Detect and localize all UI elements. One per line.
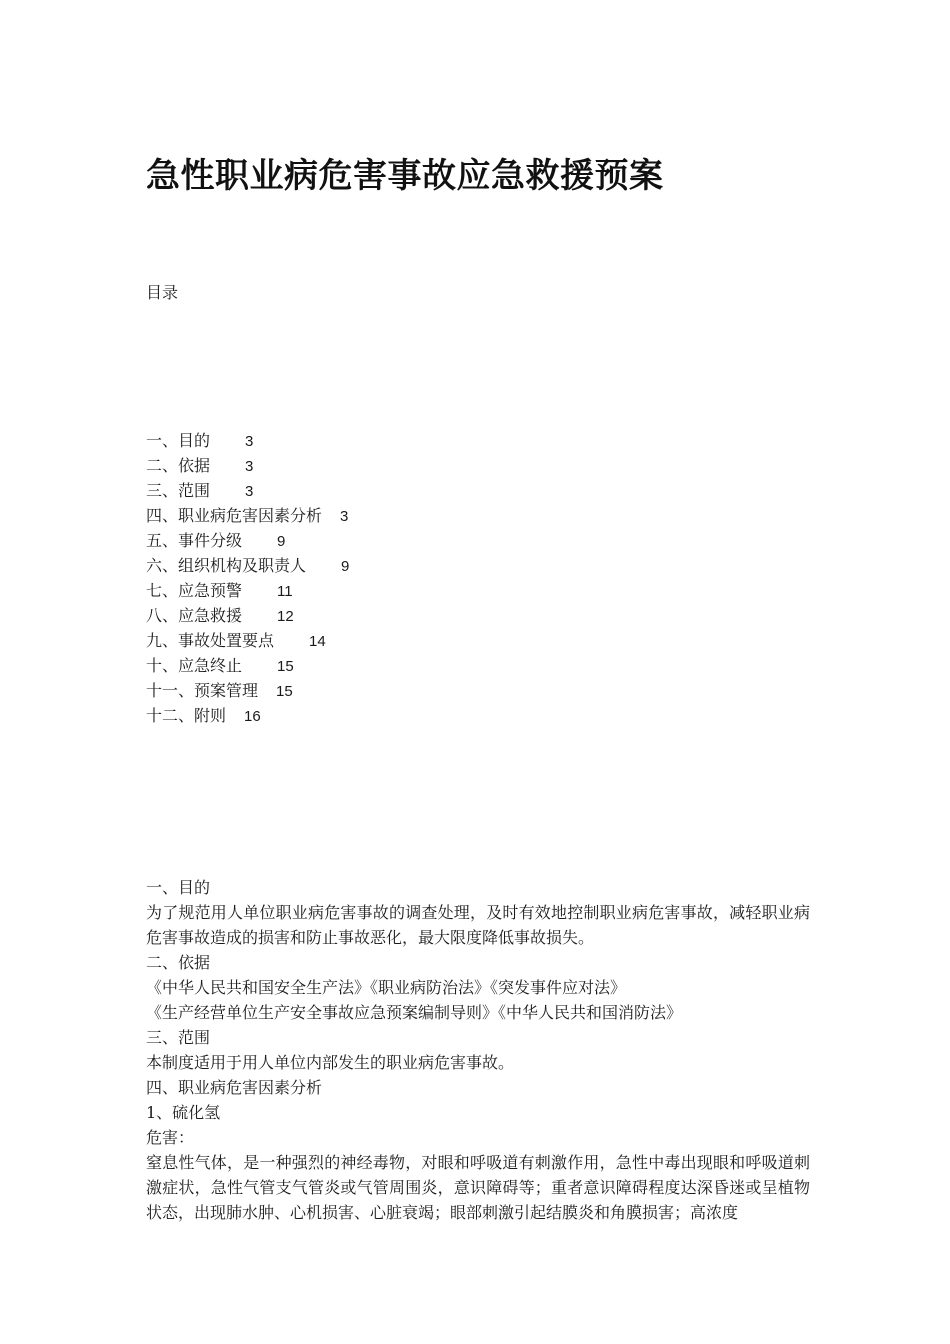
section-heading-analysis: 四、职业病危害因素分析: [146, 1078, 323, 1097]
section-heading-basis: 二、依据: [146, 953, 211, 972]
toc-entry-page: 3: [245, 483, 254, 500]
toc-entry-page: 16: [244, 708, 261, 725]
toc-entry[interactable]: [146, 678, 349, 703]
section-heading-purpose: 一、目的: [146, 878, 211, 897]
toc-entry-label: 十一、预案管理: [146, 681, 259, 700]
toc-entry[interactable]: [146, 578, 349, 603]
toc-entry[interactable]: [146, 478, 349, 503]
toc-entry-page: 3: [245, 433, 254, 450]
toc-entry[interactable]: [146, 628, 349, 653]
toc-entry-page: 15: [276, 683, 293, 700]
toc-entry-label: 九、事故处置要点: [146, 631, 275, 650]
toc-entry-label: 四、职业病危害因素分析: [146, 506, 323, 525]
toc-entry-page: 9: [277, 533, 286, 550]
toc-entry[interactable]: [146, 603, 349, 628]
toc-heading: 目录: [146, 283, 179, 302]
table-of-contents: [146, 428, 349, 728]
toc-entry[interactable]: [146, 703, 349, 728]
hazard-label: 危害：: [146, 1128, 195, 1147]
basis-laws-line-2: 《生产经营单位生产安全事故应急预案编制导则》《中华人民共和国消防法》: [146, 1003, 683, 1022]
toc-entry-label: 七、应急预警: [146, 581, 243, 600]
toc-entry[interactable]: [146, 503, 349, 528]
toc-entry[interactable]: [146, 428, 349, 453]
subsection-heading-hydrogen-sulfide: 1、硫化氢: [146, 1103, 221, 1122]
toc-entry-page: 15: [277, 658, 294, 675]
toc-entry-label: 二、依据: [146, 456, 211, 475]
toc-entry[interactable]: [146, 553, 349, 578]
toc-entry-label: 十二、附则: [146, 706, 227, 725]
purpose-paragraph: 为了规范用人单位职业病危害事故的调查处理，及时有效地控制职业病危害事故，减轻职业病危害事故造成的损害和防止事故恶化，最大限度降低事故损失。: [146, 903, 810, 947]
toc-entry-page: 11: [277, 583, 293, 600]
toc-entry-page: 3: [245, 458, 254, 475]
hazard-paragraph: 窒息性气体，是一种强烈的神经毒物，对眼和呼吸道有刺激作用，急性中毒出现眼和呼吸道刺激症状，急性气管支气管炎或气管周围炎，意识障碍等；重者意识障碍程度达深昏迷或呈植物状态，出现肺水肿、心机损害、心脏衰竭；眼部刺激引起结膜炎和角膜损害；高浓度: [146, 1153, 810, 1222]
toc-entry-page: 12: [277, 608, 294, 625]
toc-entry-label: 八、应急救援: [146, 606, 243, 625]
toc-entry-label: 五、事件分级: [146, 531, 243, 550]
toc-entry-page: 3: [340, 508, 349, 525]
basis-laws-line-1: 《中华人民共和国安全生产法》《职业病防治法》《突发事件应对法》: [146, 978, 627, 997]
toc-entry-label: 三、范围: [146, 481, 211, 500]
toc-entry-label: 一、目的: [146, 431, 211, 450]
toc-entry[interactable]: [146, 653, 349, 678]
toc-entry-page: 14: [309, 633, 326, 650]
toc-entry-page: 9: [341, 558, 350, 575]
document-body: [146, 875, 810, 1225]
toc-entry-label: 六、组织机构及职责人: [146, 556, 307, 575]
toc-entry-label: 十、应急终止: [146, 656, 243, 675]
scope-paragraph: 本制度适用于用人单位内部发生的职业病危害事故。: [146, 1053, 515, 1072]
toc-entry[interactable]: [146, 528, 349, 553]
document-title: 急性职业病危害事故应急救援预案: [146, 156, 664, 196]
section-heading-scope: 三、范围: [146, 1028, 211, 1047]
toc-entry[interactable]: [146, 453, 349, 478]
